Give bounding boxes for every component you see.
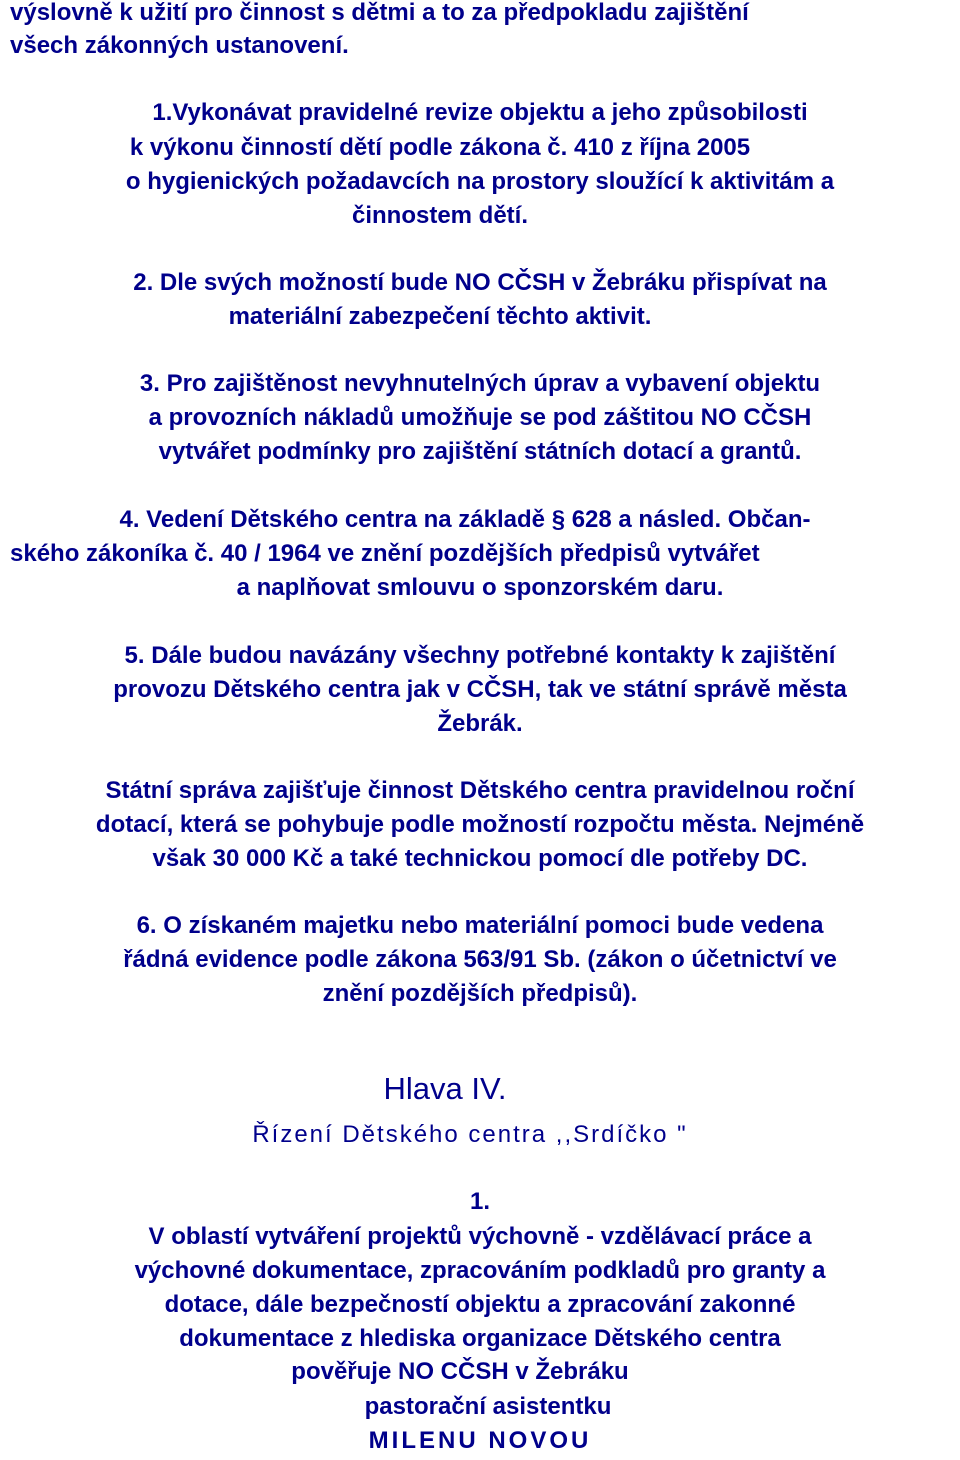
section-1-line-5: pověřuje NO CČSH v Žebráku — [291, 1358, 629, 1385]
item-4-line-1: 4. Vedení Dětského centra na základě § 628 a násled. Občan- — [119, 506, 811, 533]
item-6-line-3: znění pozdějších předpisů). — [322, 980, 638, 1007]
funding-line-1: Státní správa zajišťuje činnost Dětského centra pravidelnou roční — [105, 777, 855, 804]
item-5-line-1: 5. Dále budou navázány všechny potřebné kontakty k zajištění — [124, 642, 836, 669]
item-6-line-2: řádná evidence podle zákona 563/91 Sb. (zákon o účetnictví ve — [123, 946, 837, 973]
item-2-line-1: 2. Dle svých možností bude NO CČSH v Žebráku přispívat na — [133, 269, 827, 296]
item-1-line-1: 1.Vykonávat pravidelné revize objektu a jeho způsobilosti — [152, 99, 808, 126]
item-6-line-1: 6. O získaném majetku nebo materiální pomoci bude vedena — [136, 912, 824, 939]
item-1-line-2: k výkonu činností dětí podle zákona č. 410 z října 2005 — [129, 134, 751, 161]
item-3-line-1: 3. Pro zajištěnost nevyhnutelných úprav a vybavení objektu — [139, 370, 821, 397]
chapter-title: Hlava IV. — [383, 1071, 507, 1106]
funding-line-3: však 30 000 Kč a také technickou pomocí dle potřeby DC. — [152, 845, 808, 872]
intro-line-2: všech zákonných ustanovení. — [10, 32, 349, 59]
item-1-line-4: činnostem dětí. — [351, 202, 529, 229]
item-4-line-2: ského zákoníka č. 40 / 1964 ve znění pozdějších předpisů vytvářet — [10, 540, 760, 567]
item-3-line-2: a provozních nákladů umožňuje se pod záštitou NO CČSH — [148, 404, 812, 431]
section-1-number: 1. — [469, 1188, 490, 1215]
section-1-line-4: dokumentace z hlediska organizace Dětského centra — [179, 1325, 781, 1352]
item-1-line-3: o hygienických požadavcích na prostory sloužící k aktivitám a — [125, 168, 835, 195]
funding-line-2: dotací, která se pohybuje podle možností rozpočtu města. Nejméně — [95, 811, 865, 838]
section-1-line-1: V oblastí vytváření projektů výchovně - vzdělávací práce a — [148, 1223, 812, 1250]
chapter-subtitle: Řízení Dětského centra ,,Srdíčko " — [252, 1121, 688, 1148]
section-1-line-6: pastorační asistentku — [364, 1393, 612, 1420]
item-2-line-2: materiální zabezpečení těchto aktivit. — [228, 303, 652, 330]
intro-line-1: výslovně k užití pro činnost s dětmi a to za předpokladu zajištění — [10, 0, 749, 26]
item-5-line-3: Žebrák. — [437, 710, 523, 737]
section-1-line-3: dotace, dále bezpečností objektu a zpracování zakonné — [164, 1291, 796, 1318]
item-5-line-2: provozu Dětského centra jak v CČSH, tak ve státní správě města — [113, 676, 847, 703]
item-3-line-3: vytvářet podmínky pro zajištění státních dotací a grantů. — [158, 438, 802, 465]
item-4-line-3: a naplňovat smlouvu o sponzorském daru. — [236, 574, 724, 601]
section-1-line-2: výchovné dokumentace, zpracováním podkladů pro granty a — [134, 1257, 826, 1284]
assigned-person-name: MILENU NOVOU — [368, 1427, 592, 1454]
